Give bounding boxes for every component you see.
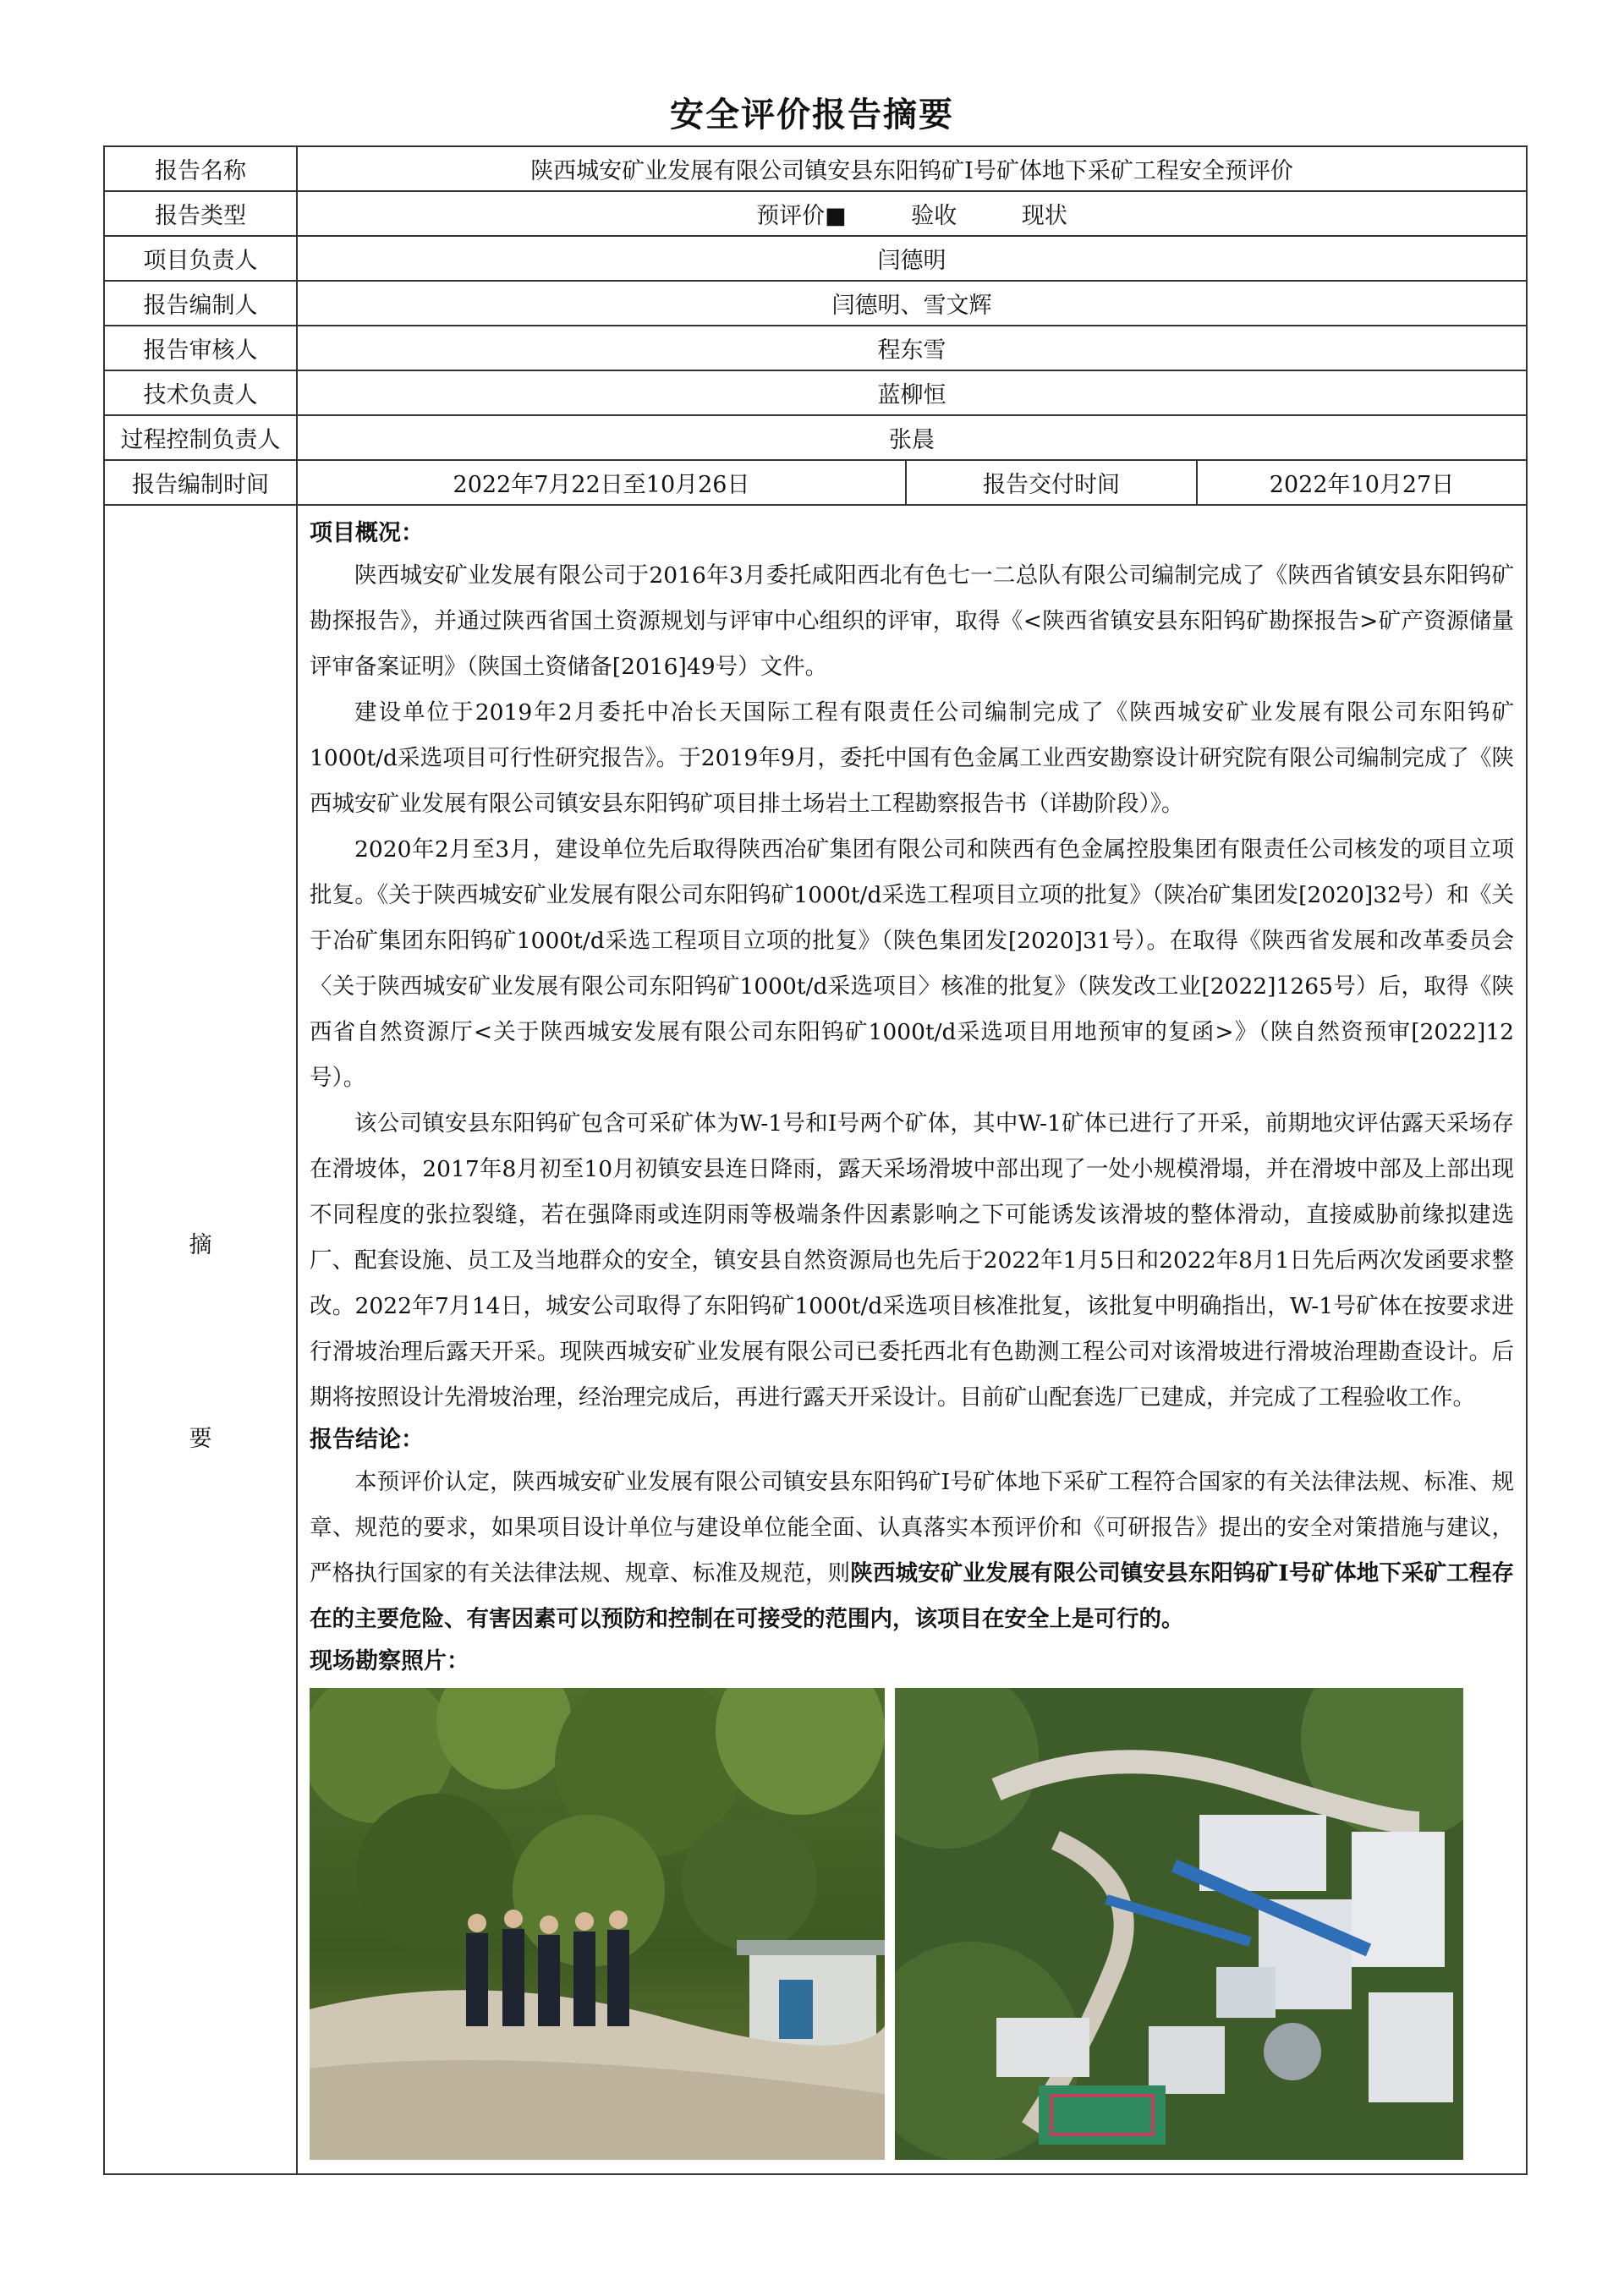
compile-time-value: 2022年7月22日至10月26日	[297, 460, 906, 505]
site-photos	[310, 1688, 1514, 2160]
report-name-label: 报告名称	[104, 146, 297, 191]
overview-heading: 项目概况：	[310, 520, 424, 546]
overview-paragraph-3: 2020年2月至3月，建设单位先后取得陕西冶矿集团有限公司和陕西有色金属控股集团有限责任公司核发的项目立项批复。《关于陕西城安矿业发展有限公司东阳钨矿1000t/d采选工程项目立项的批复》（陕冶矿集团发[2020]32号）和《关于冶矿集团东阳钨矿1000t/d采选工程项目立项的批复》（陕色集团发[2020]31号）。在取得《陕西省发展和改革委员会〈关于陕西城安矿业发展有限公司东阳钨矿1000t/d采选项目〉核准的批复》（陕发改工业[2022]1265号）后，取得《陕西省自然资源厅<关于陕西城安发展有限公司东阳钨矿1000t/d采选项目用地预审的复函>》（陕自然资预审[2022]12号）。	[310, 836, 1515, 1091]
row-compile-time	[104, 460, 1527, 505]
summary-side-label	[104, 505, 297, 2174]
compiler-label: 报告编制人	[104, 281, 297, 326]
photos-heading: 现场勘察照片：	[310, 1648, 469, 1674]
reviewer-label: 报告审核人	[104, 326, 297, 370]
row-tech-lead	[104, 370, 1527, 415]
compile-time-label: 报告编制时间	[104, 460, 297, 505]
overview-paragraph-2: 建设单位于2019年2月委托中冶长天国际工程有限责任公司编制完成了《陕西城安矿业发展有限公司东阳钨矿1000t/d采选项目可行性研究报告》。于2019年9月，委托中国有色金属工业西安勘察设计研究院有限公司编制完成了《陕西城安矿业发展有限公司镇安县东阳钨矿项目排土场岩土工程勘察报告书（详勘阶段）》。	[310, 699, 1515, 817]
project-lead-label: 项目负责人	[104, 236, 297, 281]
row-project-lead	[104, 236, 1527, 281]
tech-lead-value: 蓝柳恒	[297, 370, 1527, 415]
tech-lead-label: 技术负责人	[104, 370, 297, 415]
summary-side-char-2: 要	[189, 1426, 212, 1452]
report-name-value: 陕西城安矿业发展有限公司镇安县东阳钨矿Ⅰ号矿体地下采矿工程安全预评价	[297, 146, 1527, 191]
report-type-label: 报告类型	[104, 191, 297, 236]
process-lead-label: 过程控制负责人	[104, 415, 297, 460]
conclusion-bold-text: 陕西城安矿业发展有限公司镇安县东阳钨矿Ⅰ号矿体地下采矿工程存在的主要危险、有害因素可以预防和控制在可接受的范围内，该项目在安全上是可行的。	[310, 1560, 1515, 1632]
conclusion-paragraph	[310, 1460, 1514, 1642]
summary-content	[297, 505, 1527, 2174]
report-type-options	[297, 191, 1527, 236]
summary-side-char-1: 摘	[189, 1232, 212, 1258]
site-photo-team	[310, 1688, 885, 2160]
project-lead-value: 闫德明	[297, 236, 1527, 281]
row-compiler	[104, 281, 1527, 326]
page-title: 安全评价报告摘要	[670, 95, 954, 134]
reviewer-value: 程东雪	[297, 326, 1527, 370]
report-type-option-acceptance: 验收	[911, 203, 957, 229]
deliver-time-label: 报告交付时间	[906, 460, 1197, 505]
report-type-option-current: 现状	[1021, 203, 1067, 229]
row-process-lead	[104, 415, 1527, 460]
overview-paragraph-4: 该公司镇安县东阳钨矿包含可采矿体为W-1号和Ⅰ号两个矿体，其中W-1矿体已进行了开采，前期地灾评估露天采场存在滑坡体，2017年8月初至10月初镇安县连日降雨，露天采场滑坡中部出现了一处小规模滑塌，并在滑坡中部及上部出现不同程度的张拉裂缝，若在强降雨或连阴雨等极端条件因素影响之下可能诱发该滑坡的整体滑动，直接威胁前缘拟建选厂、配套设施、员工及当地群众的安全，镇安县自然资源局也先后于2022年1月5日和2022年8月1日先后两次发函要求整改。2022年7月14日，城安公司取得了东阳钨矿1000t/d采选项目核准批复，该批复中明确指出，W-1号矿体在按要求进行滑坡治理后露天开采。现陕西城安矿业发展有限公司已委托西北有色勘测工程公司对该滑坡进行滑坡治理勘查设计。后期将按照设计先滑坡治理，经治理完成后，再进行露天开采设计。目前矿山配套选厂已建成，并完成了工程验收工作。	[310, 1110, 1515, 1411]
site-photo-aerial	[895, 1688, 1463, 2160]
row-reviewer	[104, 326, 1527, 370]
row-summary	[104, 505, 1527, 2174]
conclusion-heading: 报告结论：	[310, 1427, 424, 1453]
report-type-option-pre: 预评价■	[756, 203, 847, 229]
deliver-time-value: 2022年10月27日	[1197, 460, 1527, 505]
conclusion-text: 本预评价认定，陕西城安矿业发展有限公司镇安县东阳钨矿Ⅰ号矿体地下采矿工程符合国家的有关法律法规、标准、规章、规范的要求，如果项目设计单位与建设单位能全面、认真落实本预评价和《可研报告》提出的安全对策措施与建议，严格执行国家的有关法律法规、规章、标准及规范，则	[310, 1469, 1515, 1586]
overview-paragraph-1: 陕西城安矿业发展有限公司于2016年3月委托咸阳西北有色七一二总队有限公司编制完成了《陕西省镇安县东阳钨矿勘探报告》，并通过陕西省国土资源规划与评审中心组织的评审，取得《<陕西省镇安县东阳钨矿勘探报告>矿产资源储量评审备案证明》（陕国土资储备[2016]49号）文件。	[310, 562, 1515, 680]
row-report-type	[104, 191, 1527, 236]
report-summary-table	[103, 145, 1528, 2175]
row-report-name	[104, 146, 1527, 191]
compiler-value: 闫德明、雪文辉	[297, 281, 1527, 326]
process-lead-value: 张晨	[297, 415, 1527, 460]
